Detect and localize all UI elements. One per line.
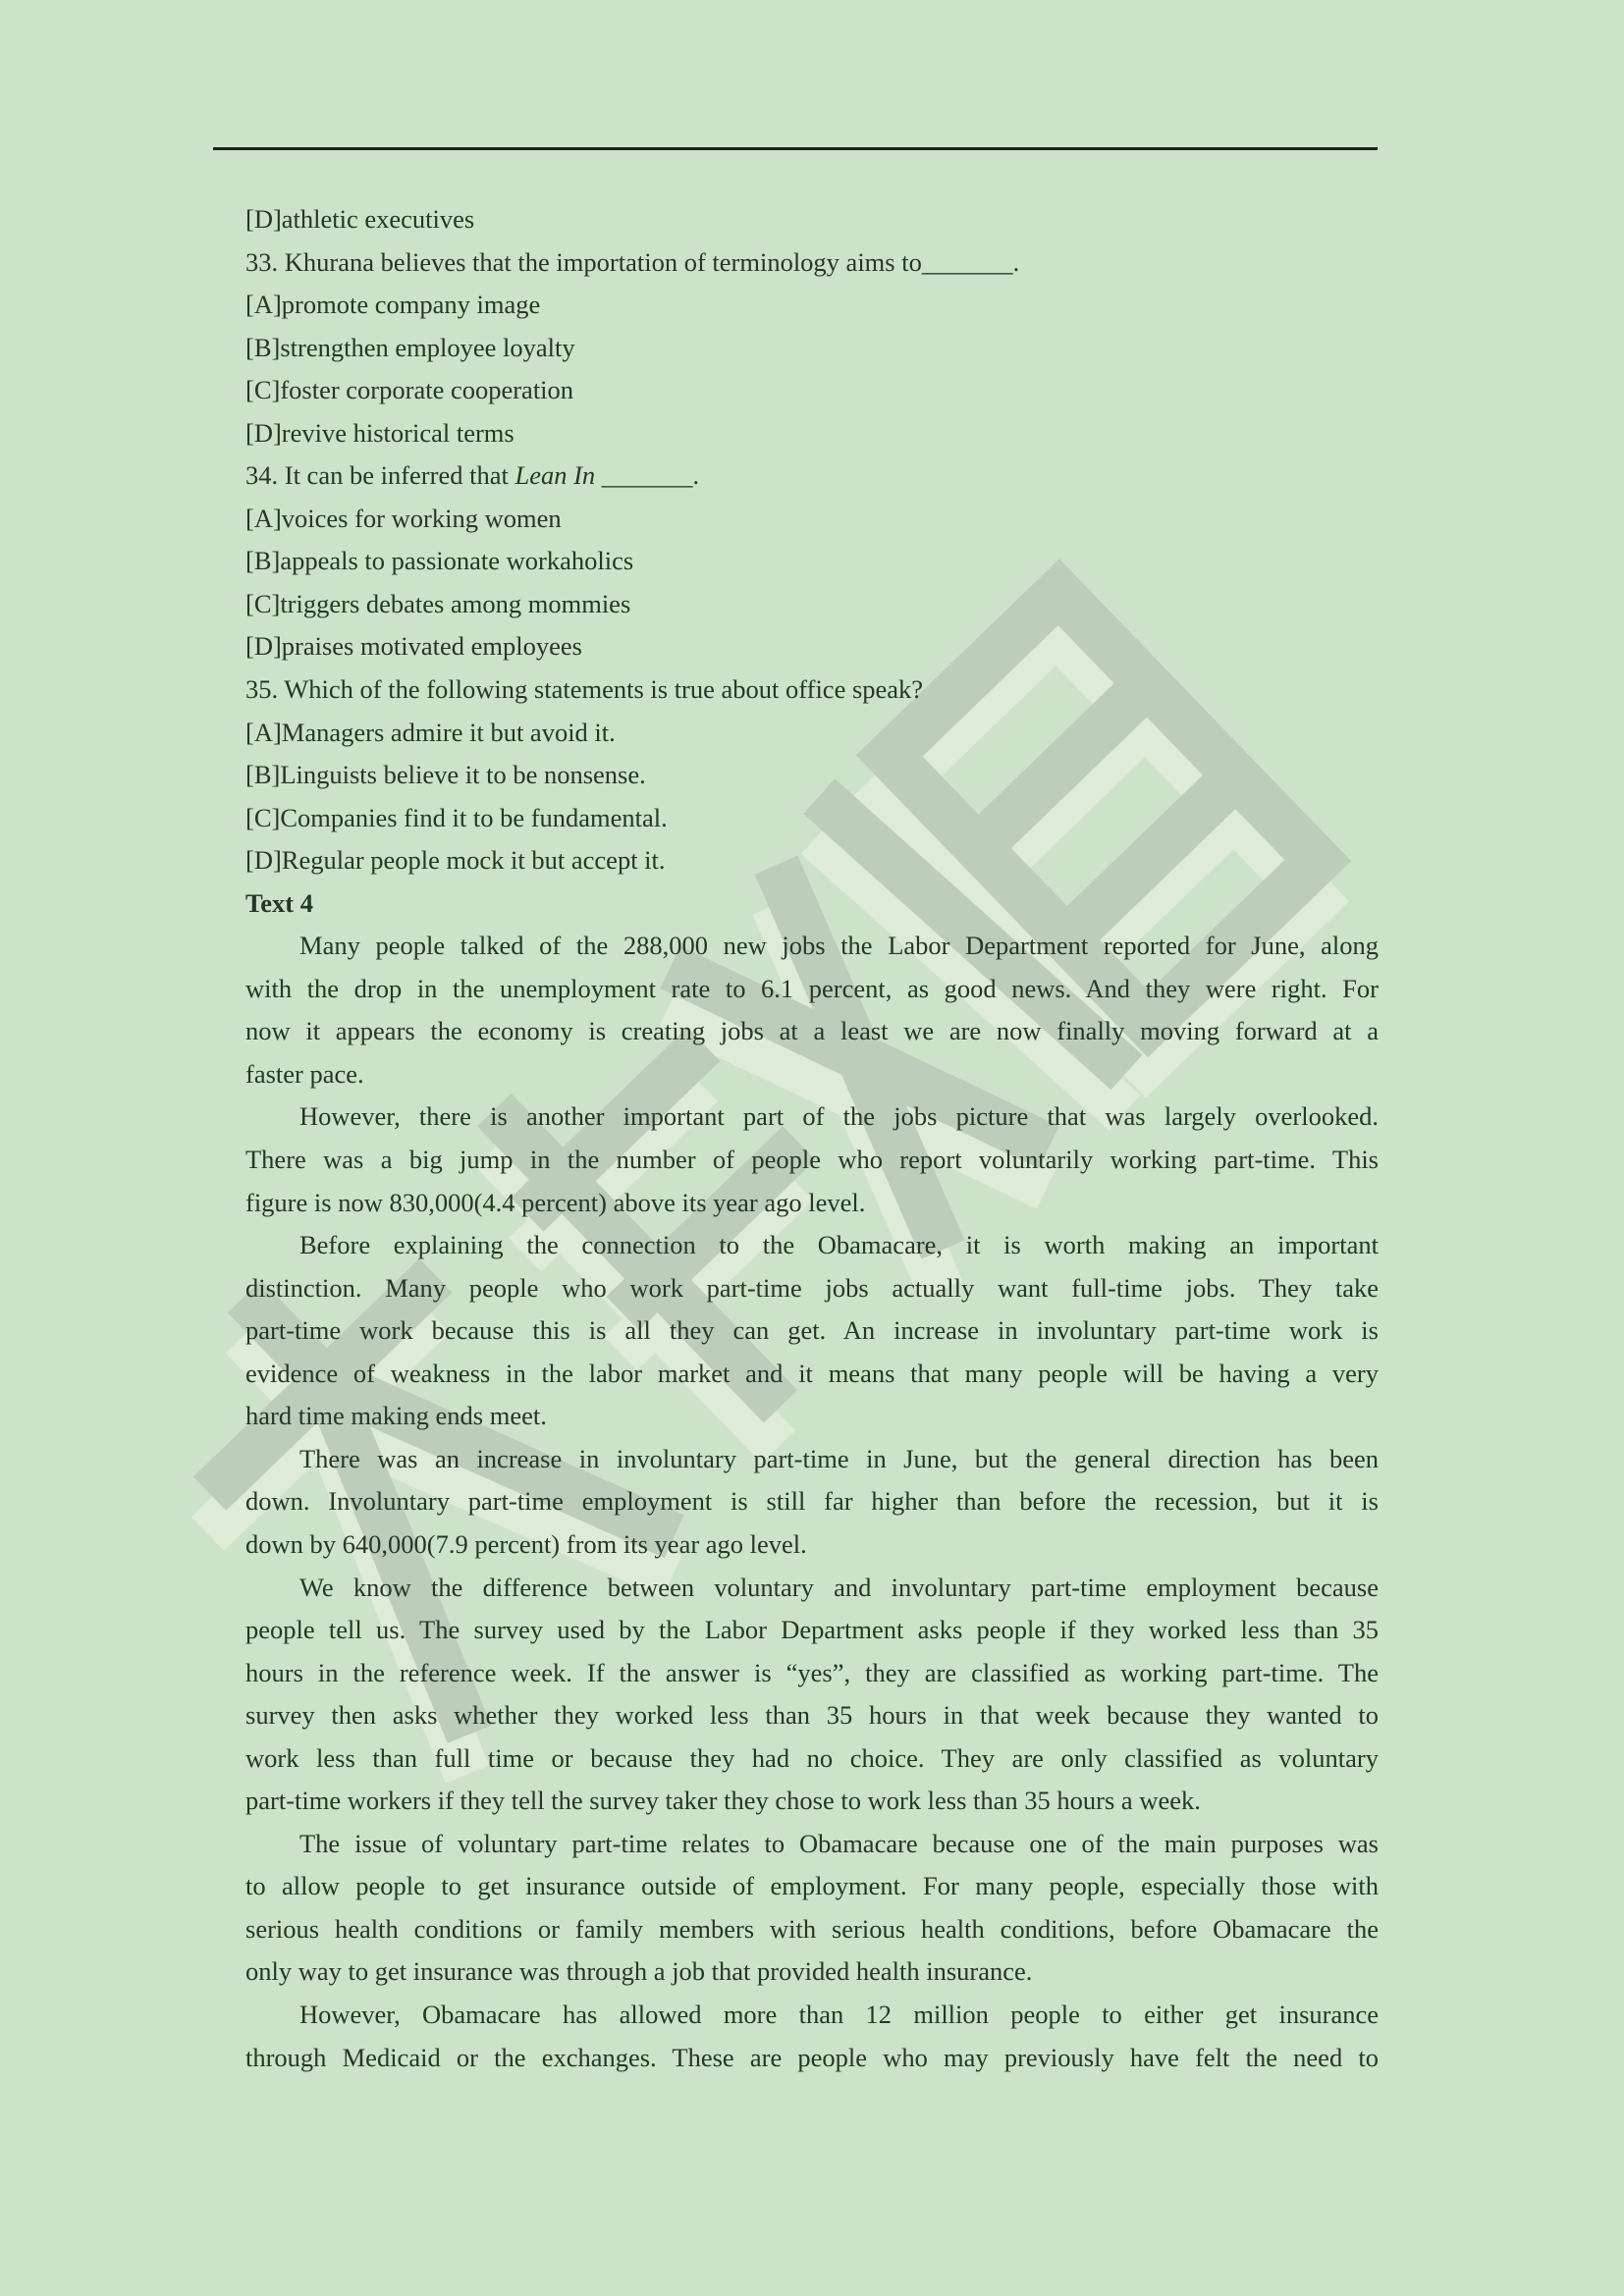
text-run: [A]promote company image	[245, 290, 541, 320]
text-line	[245, 1780, 1379, 1823]
text-line	[245, 754, 1379, 797]
text-line	[245, 198, 1379, 241]
text-line	[245, 583, 1379, 626]
text-run: [C]foster corporate cooperation	[245, 375, 574, 405]
text-run: only way to get insurance was through a job that provided health insurance.	[245, 1956, 1033, 1987]
text-run: [A]Managers admire it but avoid it.	[245, 717, 616, 747]
text-run: through Medicaid or the exchanges. These are people who may previously have felt the need to	[245, 2042, 1379, 2072]
text-run: The issue of voluntary part-time relates to Obamacare because one of the main purposes was	[299, 1828, 1379, 1858]
text-line	[245, 1908, 1379, 1951]
header-rule	[213, 147, 1378, 150]
text-line	[245, 412, 1379, 455]
text-run: with the drop in the unemployment rate to 6.1 percent, as good news. And they were right. For	[245, 973, 1379, 1003]
text-line	[245, 1652, 1379, 1695]
text-run: [B]Linguists believe it to be nonsense.	[245, 760, 646, 790]
text-line	[245, 1480, 1379, 1523]
text-run: faster pace.	[245, 1058, 364, 1089]
text-run: serious health conditions or family members with serious health conditions, before Obamacare the	[245, 1913, 1379, 1944]
text-run: part-time work because this is all they can get. An increase in involuntary part-time work is	[245, 1315, 1379, 1346]
text-line	[245, 1737, 1379, 1781]
text-line	[245, 839, 1379, 882]
text-line	[245, 1609, 1379, 1652]
text-run: [B]appeals to passionate workaholics	[245, 546, 634, 576]
text-line	[245, 241, 1379, 285]
text-run: [C]Companies find it to be fundamental.	[245, 802, 668, 832]
text-run: [A]voices for working women	[245, 503, 562, 533]
italic-text-run: Lean In	[514, 460, 596, 491]
text-run: _______.	[595, 460, 700, 491]
text-line	[245, 1395, 1379, 1438]
text-run: There was an increase in involuntary part-time in June, but the general direction has been	[299, 1443, 1379, 1473]
text-run: survey then asks whether they worked less than 35 hours in that week because they wanted to	[245, 1700, 1379, 1731]
text-line	[245, 1224, 1379, 1267]
text-line	[245, 1267, 1379, 1310]
text-run: to allow people to get insurance outside of employment. For many people, especially those with	[245, 1871, 1379, 1901]
text-line	[245, 1950, 1379, 1994]
text-line	[245, 2037, 1379, 2080]
text-line	[245, 668, 1379, 712]
text-run: hard time making ends meet.	[245, 1401, 547, 1431]
text-run: 34. It can be inferred that	[245, 460, 515, 491]
text-line	[245, 369, 1379, 412]
text-run: There was a big jump in the number of people who report voluntarily working part-time. This	[245, 1145, 1379, 1175]
text-run: figure is now 830,000(4.4 percent) above its year ago level.	[245, 1187, 866, 1217]
text-run: [D]athletic executives	[245, 204, 475, 234]
text-run: now it appears the economy is creating jobs at a least we are now finally moving forward at a	[245, 1016, 1379, 1046]
text-run: hours in the reference week. If the answer is “yes”, they are classified as working part-time. The	[245, 1657, 1379, 1687]
text-run: part-time workers if they tell the survey taker they chose to work less than 35 hours a week.	[245, 1786, 1201, 1816]
text-line	[245, 284, 1379, 327]
text-run: evidence of weakness in the labor market and it means that many people will be having a very	[245, 1358, 1379, 1388]
text-run: However, there is another important part of the jobs picture that was largely overlooked.	[299, 1101, 1379, 1132]
text-line	[245, 1309, 1379, 1353]
text-line	[245, 1865, 1379, 1908]
text-run: [B]strengthen employee loyalty	[245, 332, 575, 362]
text-run: [D]praises motivated employees	[245, 631, 582, 662]
text-line	[245, 1010, 1379, 1053]
text-run: [D]revive historical terms	[245, 417, 514, 448]
text-line	[245, 1353, 1379, 1396]
text-line	[245, 1523, 1379, 1567]
text-run: 35. Which of the following statements is true about office speak?	[245, 674, 924, 705]
text-run: down by 640,000(7.9 percent) from its year ago level.	[245, 1528, 807, 1559]
text-run: [D]Regular people mock it but accept it.	[245, 845, 666, 876]
text-line	[245, 1053, 1379, 1096]
text-run: Before explaining the connection to the Obamacare, it is worth making an important	[299, 1230, 1379, 1260]
text-run: people tell us. The survey used by the Labor Department asks people if they worked less than 35	[245, 1615, 1379, 1645]
text-line	[245, 1823, 1379, 1866]
text-line	[245, 882, 1379, 926]
text-run: However, Obamacare has allowed more than 12 million people to either get insurance	[299, 1999, 1379, 2029]
text-run: Many people talked of the 288,000 new jobs the Labor Department reported for June, along	[299, 931, 1379, 961]
text-run: We know the difference between voluntary and involuntary part-time employment because	[299, 1572, 1379, 1602]
text-line	[245, 1567, 1379, 1610]
text-line	[245, 925, 1379, 968]
text-run: [C]triggers debates among mommies	[245, 588, 631, 618]
text-line	[245, 1694, 1379, 1737]
text-line	[245, 1095, 1379, 1139]
text-line	[245, 968, 1379, 1011]
text-line	[245, 712, 1379, 755]
text-line	[245, 1438, 1379, 1481]
text-line	[245, 625, 1379, 668]
text-line	[245, 454, 1379, 498]
text-run: work less than full time or because they had no choice. They are only classified as voluntary	[245, 1742, 1379, 1773]
text-line	[245, 498, 1379, 541]
text-line	[245, 540, 1379, 583]
text-line	[245, 1994, 1379, 2037]
bold-text-run: Text 4	[245, 887, 313, 918]
text-line	[245, 1182, 1379, 1225]
text-line	[245, 797, 1379, 840]
text-run: distinction. Many people who work part-time jobs actually want full-time jobs. They take	[245, 1272, 1379, 1303]
text-run: down. Involuntary part-time employment is still far higher than before the recession, but it is	[245, 1486, 1379, 1517]
text-run: 33. Khurana believes that the importation of terminology aims to_______.	[245, 246, 1020, 277]
text-line	[245, 327, 1379, 370]
text-line	[245, 1139, 1379, 1182]
text-block	[245, 198, 1379, 2079]
